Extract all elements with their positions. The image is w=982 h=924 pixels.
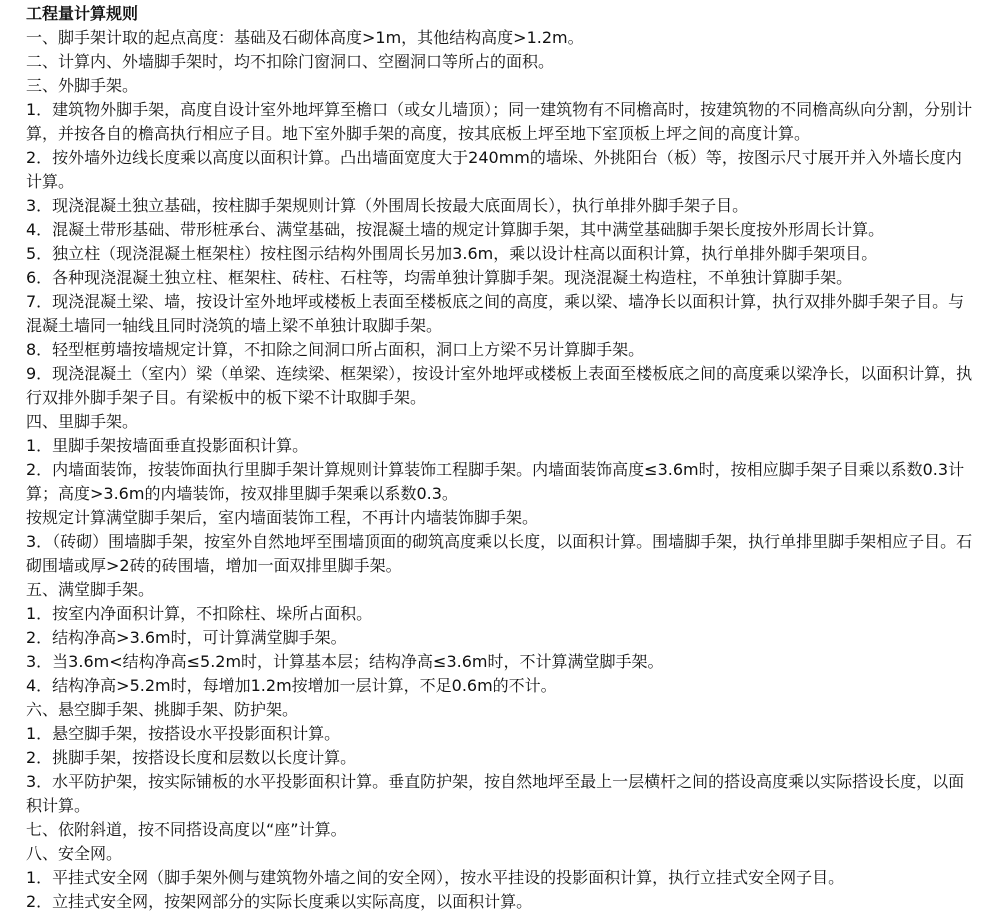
rule-line: 4．结构净高>5.2m时，每增加1.2m按增加一层计算，不足0.6m的不计。 [26, 676, 557, 695]
document-body [26, 2, 976, 914]
rule-line: 一、脚手架计取的起点高度：基础及石砌体高度>1m，其他结构高度>1.2m。 [26, 28, 584, 47]
document-title: 工程量计算规则 [26, 4, 139, 23]
rule-line: 2．立挂式安全网，按架网部分的实际长度乘以实际高度，以面积计算。 [26, 892, 533, 911]
rule-line: 二、计算内、外墙脚手架时，均不扣除门窗洞口、空圈洞口等所占的面积。 [26, 52, 555, 71]
rule-line: 2．内墙面装饰，按装饰面执行里脚手架计算规则计算装饰工程脚手架。内墙面装饰高度≤3.6m时，按相应脚手架子目乘以系数0.3计算；高度>3.6m的内墙装饰，按双排里脚手架乘以系数0.3。 [26, 460, 965, 503]
rule-line: 2．结构净高>3.6m时，可计算满堂脚手架。 [26, 628, 347, 647]
rule-line: 1．建筑物外脚手架，高度自设计室外地坪算至檐口（或女儿墙顶）；同一建筑物有不同檐高时，按建筑物的不同檐高纵向分割，分别计算，并按各自的檐高执行相应子目。地下室外脚手架的高度，按其底板上坪至地下室顶板上坪之间的高度计算。 [26, 100, 973, 143]
rule-line: 3．水平防护架，按实际铺板的水平投影面积计算。垂直防护架，按自然地坪至最上一层横杆之间的搭设高度乘以实际搭设长度，以面积计算。 [26, 772, 965, 815]
rule-line: 9．现浇混凝土（室内）梁（单梁、连续梁、框架梁），按设计室外地坪或楼板上表面至楼板底之间的高度乘以梁净长，以面积计算，执行双排外脚手架子目。有梁板中的板下梁不计取脚手架。 [26, 364, 973, 407]
rule-line: 2．挑脚手架，按搭设长度和层数以长度计算。 [26, 748, 357, 767]
rule-line: 3．当3.6m<结构净高≤5.2m时，计算基本层；结构净高≤3.6m时，不计算满堂脚手架。 [26, 652, 664, 671]
rule-line: 1．悬空脚手架，按搭设水平投影面积计算。 [26, 724, 341, 743]
rule-line: 1．按室内净面积计算，不扣除柱、垛所占面积。 [26, 604, 373, 623]
section-heading: 八、安全网。 [26, 844, 123, 863]
section-heading: 五、满堂脚手架。 [26, 580, 155, 599]
rule-line: 按规定计算满堂脚手架后，室内墙面装饰工程，不再计内墙装饰脚手架。 [26, 508, 539, 527]
section-heading: 六、悬空脚手架、挑脚手架、防护架。 [26, 700, 299, 719]
rule-line: 4．混凝土带形基础、带形桩承台、满堂基础，按混凝土墙的规定计算脚手架，其中满堂基础脚手架长度按外形周长计算。 [26, 220, 885, 239]
rule-line: 7．现浇混凝土梁、墙，按设计室外地坪或楼板上表面至楼板底之间的高度，乘以梁、墙净长以面积计算，执行双排外脚手架子目。与混凝土墙同一轴线且同时浇筑的墙上梁不单独计取脚手架。 [26, 292, 965, 335]
rule-line: 3．现浇混凝土独立基础，按柱脚手架规则计算（外围周长按最大底面周长），执行单排外脚手架子目。 [26, 196, 749, 215]
rule-line: 2．按外墙外边线长度乘以高度以面积计算。凸出墙面宽度大于240mm的墙垛、外挑阳台（板）等，按图示尺寸展开并入外墙长度内计算。 [26, 148, 962, 191]
section-heading: 四、里脚手架。 [26, 412, 139, 431]
rule-line: 3．（砖砌）围墙脚手架，按室外自然地坪至围墙顶面的砌筑高度乘以长度，以面积计算。围墙脚手架，执行单排里脚手架相应子目。石砌围墙或厚>2砖的砖围墙，增加一面双排里脚手架。 [26, 532, 973, 575]
section-heading: 七、依附斜道，按不同搭设高度以“座”计算。 [26, 820, 347, 839]
rule-line: 1．平挂式安全网（脚手架外侧与建筑物外墙之间的安全网），按水平挂设的投影面积计算，执行立挂式安全网子目。 [26, 868, 845, 887]
rule-line: 8．轻型框剪墙按墙规定计算，不扣除之间洞口所占面积，洞口上方梁不另计算脚手架。 [26, 340, 645, 359]
rule-line: 5．独立柱（现浇混凝土框架柱）按柱图示结构外围周长另加3.6m，乘以设计柱高以面积计算，执行单排外脚手架项目。 [26, 244, 878, 263]
section-heading: 三、外脚手架。 [26, 76, 139, 95]
rule-line: 1．里脚手架按墙面垂直投影面积计算。 [26, 436, 309, 455]
rule-line: 6．各种现浇混凝土独立柱、框架柱、砖柱、石柱等，均需单独计算脚手架。现浇混凝土构造柱，不单独计算脚手架。 [26, 268, 853, 287]
